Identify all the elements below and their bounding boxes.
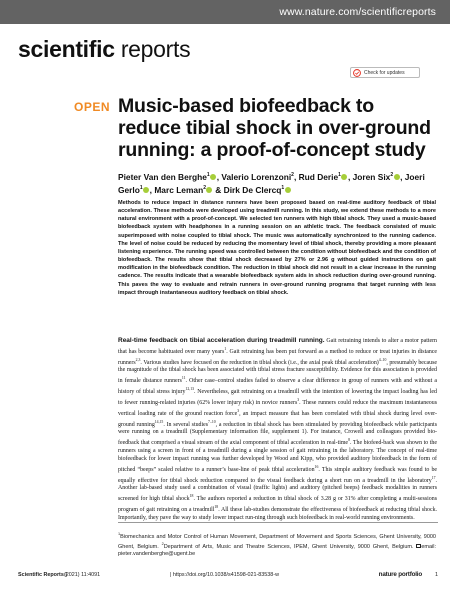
abstract: Methods to reduce impact in distance runners have been proposed based on real-time auditory feedback of tibial acceleration. These methods were developed using treadmill running. In this study, we extend these methods to a more natural environment with a proof-of-concept. We selected ten runners with high tibial shock. They used a music-based biofeedback system with headphones in a running session on an athletic track. The feedback consisted of music superimposed with noise coupled to tibial shock. The music was automatically synchronized to the running cadence. The level of noise could be reduced by reducing the momentary level of tibial shock, thereby providing a more pleasant listening experience. The running speed was controlled between the condition without biofeedback and the condition of biofeedback. The results show that tibial shock decreased by 27% or 2.96 g without guided instructions on gait modification in the biofeedback condition. The reduction in tibial shock did not result in a clear increase in the running cadence. The results indicate that a wearable biofeedback system aids in shock reduction during over-ground running. This paves the way to evaluate and retrain runners in over-ground running programs that target running with less impact through instantaneous auditory feedback on tibial shock.: [118, 200, 436, 296]
author-separator: ,: [293, 171, 299, 182]
body-text-run: . Nevertheless, gait retraining on a treadmill with the intention of lowering the impact loading has led to fewer running-related injuries (62% lower injury risk) in novice runners: [118, 389, 437, 406]
author-name[interactable]: Pieter Van den Berghe: [118, 171, 207, 182]
affiliation-text: Biomechanics and Motor Control of Human Movement, Department of Movement and Sports Sciences, Ghent University, 9000 Ghent, Belgium.: [118, 533, 436, 551]
author-name[interactable]: Marc Leman: [154, 185, 204, 196]
body-paragraph: [118, 337, 437, 523]
body-text-run: . All these lab-studies demonstrate the effectiveness of biofeedback at reducing tibial shock. Importantly, they pave the way to study lower impact run-ning through such biofeedback in real-world running environments.: [118, 506, 438, 521]
author-separator: ,: [216, 171, 222, 182]
citation-ref[interactable]: 3: [237, 408, 240, 413]
citation-ref[interactable]: 3: [297, 397, 300, 402]
author-separator: ,: [149, 185, 155, 196]
author-affiliation-sup: 1: [139, 185, 143, 192]
author-name[interactable]: Joren Six: [352, 171, 391, 182]
check-updates-icon: [353, 69, 361, 77]
top-bar: [0, 0, 450, 24]
footer-doi-link[interactable]: | https://doi.org/10.1038/s41598-021-83538-w: [170, 572, 279, 578]
citation-ref[interactable]: 17: [431, 475, 436, 480]
orcid-icon[interactable]: [143, 187, 149, 193]
body-text-run: . Gait retraining has been put forward as a method to reduce or treat injuries in distance runners: [118, 348, 438, 366]
citation-ref[interactable]: 7–10: [208, 419, 216, 424]
affiliation-number: 2: [161, 542, 164, 547]
body-text-run: . Another lab-based study used a combination of visual (traffic lights) and auditory (pitched beeps) feedback modalities in runners screened for high tibial shock: [118, 477, 437, 503]
author-list: [118, 170, 438, 197]
citation-ref[interactable]: 4–10: [378, 357, 387, 362]
body-text-run: . The biofeed-back was shown to the runners using a screen in front of a treadmill during a single session of gait retraining in the laboratory. The concept of real-time biofeedback for lower impact running was further developed by Wood and Kipp, who provided auditory biofeedback in the form of pitched “beeps” scaled relative to a runner’s base-line of peak tibial acceleration: [118, 440, 437, 473]
body-text-run: . Other case–control studies failed to observe a clear difference in group of runners with and without a history of tibial stress injury: [118, 378, 437, 396]
citation-ref[interactable]: 14,15: [154, 419, 164, 424]
footer-journal: Scientific Reports |: [18, 572, 67, 578]
body-text-run: , a reduction in tibial shock has been stimulated by providing biofeedback while participants were running on a treadmill (Supplementary information file, supplement 1). For instance, Crowell and colleagues provided bio-feedback that comprised a visual stream of the axial component of tibial acceleration in real-time: [118, 421, 437, 447]
footer-citation: (2021) 11:4091: [64, 572, 101, 578]
author-separator: ,: [400, 171, 405, 182]
body-text-run: . The authors reported a reduction in tibial shock of 3.28 g or 31% after completing a multi-sessions program of gait retraining on a treadmill: [118, 496, 437, 513]
body-text-run: Gait retraining intends to alter a motor pattern that has become habituated over many years: [118, 338, 437, 355]
orcid-icon[interactable]: [206, 187, 212, 193]
affiliation-text: email: pieter.vandenberghe@ugent.be: [118, 544, 436, 558]
author-affiliation-sup: 2: [203, 185, 206, 192]
author-affiliation-sup: 1: [206, 172, 210, 178]
author-name[interactable]: Dirk De Clercq: [223, 185, 282, 196]
author-affiliation-sup: 1: [281, 185, 285, 192]
author-affiliation-sup: 1: [338, 172, 341, 178]
author-separator: &: [212, 185, 224, 196]
section-lead: Real-time feedback on tibial acceleration during treadmill running.: [118, 337, 325, 344]
article-title: Music-based biofeedback to reduce tibial shock in over-ground running: a proof-of-concept study: [118, 95, 431, 161]
citation-ref[interactable]: 1: [224, 346, 227, 351]
orcid-icon[interactable]: [341, 174, 347, 180]
body-text-run: , an impact measure that has been correlated with tibial shock during level over-ground running: [118, 410, 437, 428]
author-name[interactable]: Rud Derie: [298, 171, 339, 182]
citation-ref[interactable]: 16: [314, 464, 319, 469]
open-access-label: OPEN: [74, 100, 111, 114]
page-number: 1: [435, 572, 438, 578]
affiliations: [118, 531, 436, 559]
citation-ref[interactable]: 18: [214, 505, 219, 509]
orcid-icon[interactable]: [285, 187, 291, 193]
body-text-run: . These runners could reduce the maximum instantaneous vertical loading rate of the ground reaction force: [118, 399, 437, 417]
brand-light: reports: [120, 36, 191, 62]
check-updates-label: Check for updates: [364, 69, 405, 76]
orcid-icon[interactable]: [210, 174, 216, 180]
author-name[interactable]: Valerio Lorenzoni: [221, 171, 292, 182]
author-affiliation-sup: 2: [291, 172, 294, 178]
citation-ref[interactable]: 8: [348, 438, 350, 443]
citation-ref[interactable]: 11: [181, 376, 186, 381]
citation-ref[interactable]: 2,3: [135, 357, 141, 362]
citation-ref[interactable]: 18: [189, 494, 194, 499]
brand-bold: scientific: [18, 36, 115, 62]
journal-url-link[interactable]: www.nature.com/scientificreports: [279, 6, 436, 18]
body-text-run: . In several studies: [163, 421, 209, 428]
body-text-run: , presumably because the magnitude of the tibial shock has been associated with tibial stress fracture susceptibility. Evidence for this association is provided in female distance runners: [118, 359, 438, 385]
publisher-logo: nature portfolio: [378, 571, 422, 578]
orcid-icon[interactable]: [394, 174, 400, 180]
author-name[interactable]: Joeri Gerlo: [118, 171, 425, 196]
journal-brand: [18, 36, 190, 63]
author-affiliation-sup: 2: [390, 172, 394, 178]
affiliation-number: 1: [118, 532, 121, 536]
body-text-run: . Various studies have focused on the reduction in tibial shock (i.e., the axial peak tibial acceleration): [140, 359, 379, 366]
affiliation-text: Department of Arts, Music and Theatre Sciences, IPEM, Ghent University, 9000 Ghent, Belgium.: [163, 544, 417, 551]
body-text-run: . This simple auditory feedback was found to be equally effective for tibial shock reduction compared to the visual feedback during a short run on a treadmill in the laboratory: [118, 466, 437, 484]
check-for-updates-button[interactable]: [350, 67, 420, 78]
citation-ref[interactable]: 12,13: [185, 387, 195, 392]
affiliation-divider: [118, 522, 438, 523]
page-footer: [18, 572, 438, 582]
author-separator: ,: [347, 171, 353, 182]
